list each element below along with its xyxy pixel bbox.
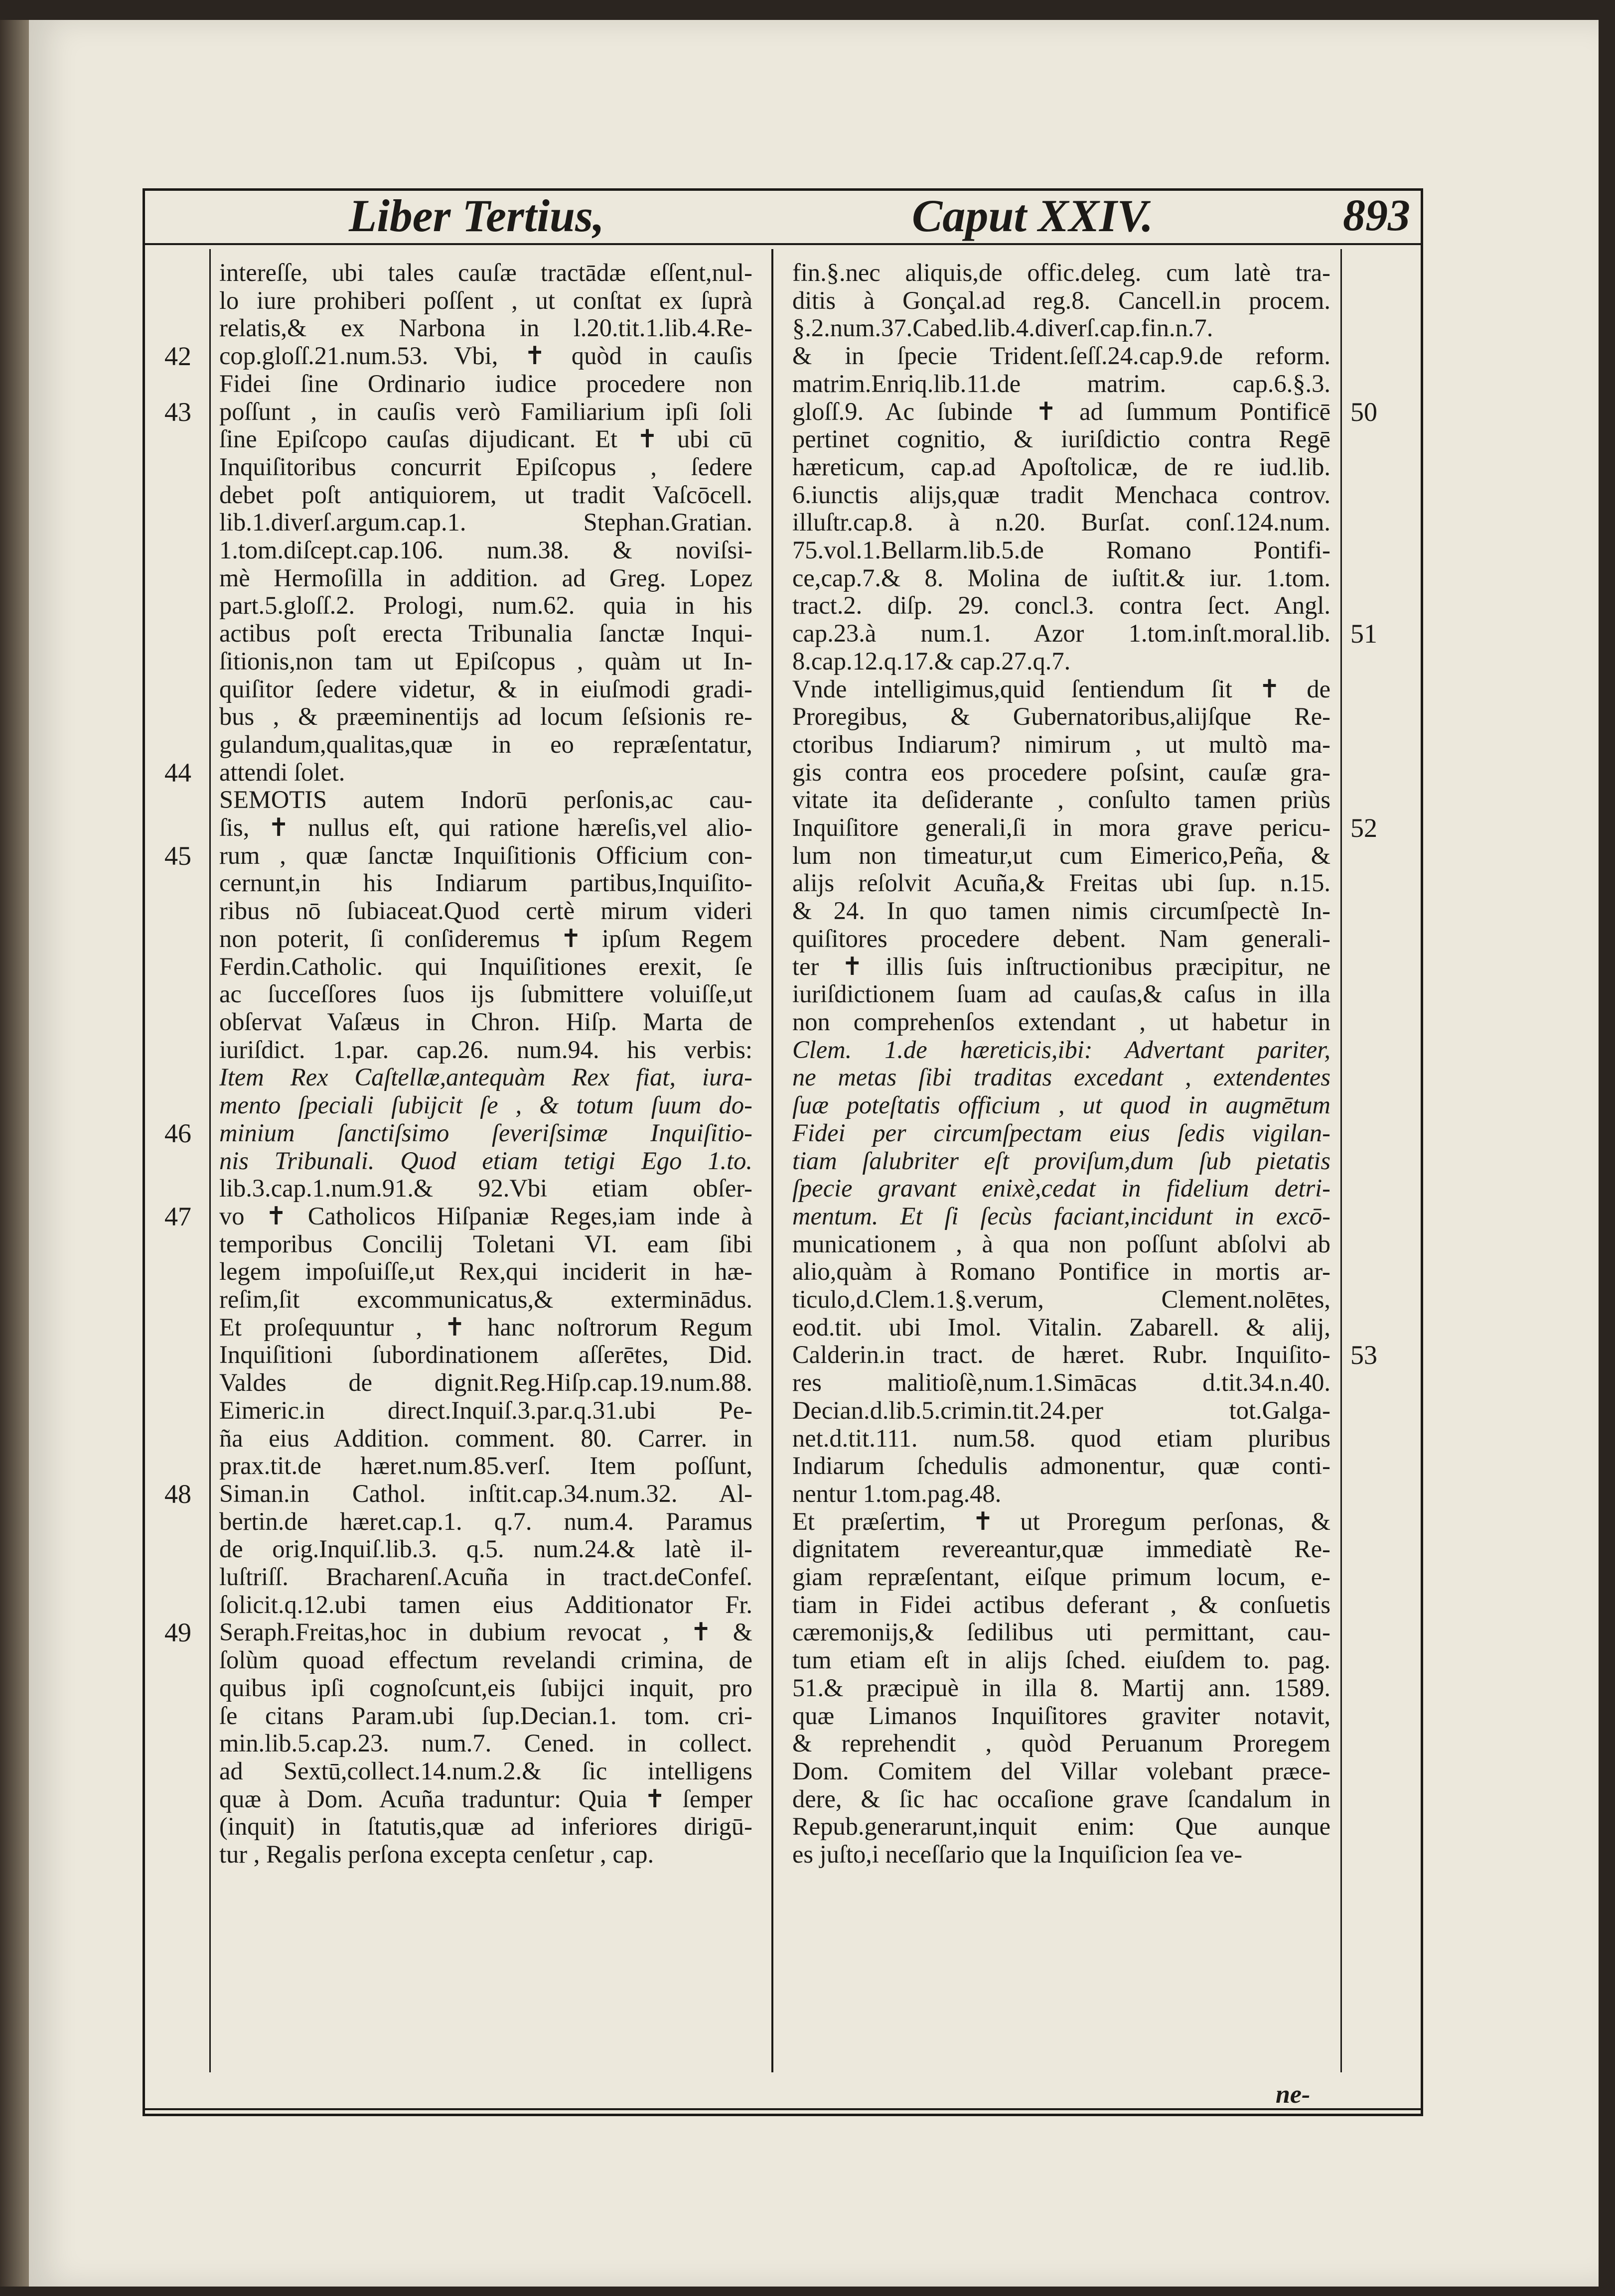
text-line: gis contra eos procedere poſsint, cauſæ gra- bbox=[792, 758, 1330, 786]
text-line: alijs reſolvit Acuña,& Freitas ubi ſup. n.15. bbox=[792, 869, 1330, 897]
text-line: Vnde intelligimus,quid ſentiendum ſit ✝ de bbox=[792, 675, 1330, 703]
text-line: ſuæ poteſtatis officium , ut quod in augmētum bbox=[792, 1091, 1330, 1119]
text-line: vo ✝ Catholicos Hiſpaniæ Reges,iam inde à bbox=[219, 1202, 752, 1230]
text-line: cop.gloſſ.21.num.53. Vbi, ✝ quòd in cauſis bbox=[219, 342, 752, 370]
text-line: 6.iunctis alijs,quæ tradit Menchaca controv. bbox=[792, 481, 1330, 509]
text-line: 75.vol.1.Bellarm.lib.5.de Romano Pontifi- bbox=[792, 537, 1330, 564]
text-line: iuriſdict. 1.par. cap.26. num.94. his verbis: bbox=[219, 1036, 752, 1064]
margin-number-left: 43 bbox=[164, 397, 191, 427]
text-line: (inquit) in ſtatutis,quæ ad inferiores dirigū- bbox=[219, 1813, 752, 1841]
text-line: illuſtr.cap.8. à n.20. Burſat. conſ.124.num. bbox=[792, 509, 1330, 537]
margin-number-left: 42 bbox=[164, 341, 191, 372]
text-line: §.2.num.37.Cabed.lib.4.diverſ.cap.fin.n.7. bbox=[792, 314, 1213, 342]
text-line: hæreticum, cap.ad Apoſtolicæ, de re iud.lib. bbox=[792, 453, 1330, 481]
margin-number-right: 51 bbox=[1350, 619, 1377, 649]
text-line: Inquiſitioni ſubordinationem aſſerētes, Did. bbox=[219, 1341, 752, 1369]
text-line: iuriſdictionem ſuam ad cauſas,& caſus in illa bbox=[792, 980, 1330, 1008]
text-line: Dom. Comitem del Villar volebant præce- bbox=[792, 1757, 1330, 1785]
text-line: tiam ſalubriter eſt proviſum,dum ſub pietatis bbox=[792, 1147, 1330, 1175]
text-line: Eimeric.in direct.Inquiſ.3.par.q.31.ubi Pe- bbox=[219, 1396, 752, 1424]
header-rule bbox=[143, 243, 1423, 245]
text-line: tum etiam eſt in alijs ſched. eiuſdem to. pag. bbox=[792, 1646, 1330, 1674]
text-line: tur , Regalis perſona excepta cenſetur , cap. bbox=[219, 1841, 654, 1869]
book-spine bbox=[0, 20, 30, 2287]
margin-number-left: 45 bbox=[164, 840, 191, 871]
text-line: actibus poſt erecta Tribunalia ſanctæ Inqui- bbox=[219, 620, 752, 648]
margin-number-left: 48 bbox=[164, 1479, 191, 1509]
column-divider bbox=[771, 249, 773, 2072]
text-line: ſine Epiſcopo cauſas dijudicant. Et ✝ ubi cū bbox=[219, 425, 752, 453]
text-line: relatis,& ex Narbona in l.20.tit.1.lib.4.Re- bbox=[219, 314, 752, 342]
text-line: Inquiſitore generali,ſi in mora grave pericu- bbox=[792, 814, 1330, 842]
margin-number-right: 50 bbox=[1350, 397, 1377, 427]
text-line: ce,cap.7.& 8. Molina de iuſtit.& iur. 1.tom. bbox=[792, 564, 1330, 592]
text-line: cap.23.à num.1. Azor 1.tom.inſt.moral.lib. bbox=[792, 620, 1330, 648]
text-line: eod.tit. ubi Imol. Vitalin. Zabarell. & alij, bbox=[792, 1313, 1330, 1341]
text-line: ne metas ſibi traditas excedant , extendentes bbox=[792, 1064, 1330, 1091]
text-line: lo iure prohiberi poſſent , ut conſtat ex ſuprà bbox=[219, 286, 752, 314]
text-line: quiſitores procedere debent. Nam generali- bbox=[792, 925, 1330, 952]
text-line: prax.tit.de hæret.num.85.verſ. Item poſſunt, bbox=[219, 1452, 752, 1480]
text-line: mè Hermoſilla in addition. ad Greg. Lopez bbox=[219, 564, 752, 592]
text-line: poſſunt , in cauſis verò Familiarium ipſi ſoli bbox=[219, 398, 752, 425]
text-line: matrim.Enriq.lib.11.de matrim. cap.6.§.3. bbox=[792, 370, 1330, 398]
margin-number-left: 44 bbox=[164, 757, 191, 788]
text-line: nis Tribunali. Quod etiam tetigi Ego 1.to. bbox=[219, 1147, 752, 1175]
text-line: attendi ſolet. bbox=[219, 758, 345, 786]
text-line: quiſitor ſedere videtur, & in eiuſmodi gradi- bbox=[219, 675, 752, 703]
text-line: quibus ipſi cognoſcunt,eis ſubijci inquit, pro bbox=[219, 1674, 752, 1702]
text-line: pertinet cognitio, & iuriſdictio contra Regē bbox=[792, 425, 1330, 453]
bottom-rule bbox=[143, 2108, 1423, 2110]
text-line: Clem. 1.de hæreticis,ibi: Advertant pariter, bbox=[792, 1036, 1330, 1064]
text-line: min.lib.5.cap.23. num.7. Cened. in collect. bbox=[219, 1730, 752, 1757]
text-line: Item Rex Caſtellæ,antequàm Rex fiat, iura- bbox=[219, 1064, 752, 1091]
text-line: fin.§.nec aliquis,de offic.deleg. cum latè tra- bbox=[792, 259, 1330, 286]
text-line: & 24. In quo tamen nimis circumſpectè In- bbox=[792, 897, 1330, 925]
text-line: Decian.d.lib.5.crimin.tit.24.per tot.Galga- bbox=[792, 1396, 1330, 1424]
text-line: quæ Limanos Inquiſitores graviter notavit, bbox=[792, 1702, 1330, 1730]
text-line: ſolicit.q.12.ubi tamen eius Additionator Fr. bbox=[219, 1591, 752, 1619]
text-line: debet poſt antiquiorem, ut tradit Vaſcōcell. bbox=[219, 481, 752, 509]
text-line: & in ſpecie Trident.ſeſſ.24.cap.9.de reform. bbox=[792, 342, 1330, 370]
text-line: gulandum,qualitas,quæ in eo repræſentatur, bbox=[219, 730, 752, 758]
margin-number-right: 52 bbox=[1350, 813, 1377, 843]
left-margin-rule bbox=[209, 249, 211, 2072]
text-line: lum non timeatur,ut cum Eimerico,Peña, & bbox=[792, 841, 1330, 869]
text-line: ter ✝ illis ſuis inſtructionibus præcipitur, ne bbox=[792, 952, 1330, 980]
text-line: 8.cap.12.q.17.& cap.27.q.7. bbox=[792, 647, 1071, 675]
text-line: Fidei per circumſpectam eius ſedis vigilan- bbox=[792, 1119, 1330, 1147]
running-head-chapter: Caput XXIV. bbox=[912, 190, 1154, 241]
left-text-column bbox=[219, 259, 752, 1869]
text-line: mentum. Et ſi ſecùs faciant,incidunt in excō- bbox=[792, 1202, 1330, 1230]
text-line: dere, & ſic hac occaſione grave ſcandalum in bbox=[792, 1785, 1330, 1813]
text-line: nentur 1.tom.pag.48. bbox=[792, 1480, 1002, 1507]
text-line: Et præſertim, ✝ ut Proregum perſonas, & bbox=[792, 1507, 1330, 1535]
text-line: luſtriſſ. Bracharenſ.Acuña in tract.deConfeſ. bbox=[219, 1563, 752, 1591]
text-line: tract.2. diſp. 29. concl.3. contra ſect. Angl. bbox=[792, 592, 1330, 620]
text-line: non poterit, ſi conſideremus ✝ ipſum Regem bbox=[219, 925, 752, 952]
text-line: Et proſequuntur , ✝ hanc noſtrorum Regum bbox=[219, 1313, 752, 1341]
text-line: ſitionis,non tam ut Epiſcopus , quàm ut In- bbox=[219, 647, 752, 675]
text-line: de orig.Inquiſ.lib.3. q.5. num.24.& latè il- bbox=[219, 1535, 752, 1563]
text-line: bus , & præeminentijs ad locum ſeſsionis re- bbox=[219, 703, 752, 731]
text-line: ſpecie gravant enixè,cedat in fidelium detri- bbox=[792, 1175, 1330, 1203]
margin-number-left: 47 bbox=[164, 1201, 191, 1231]
text-line: cæremonijs,& ſedilibus uti permittant, cau- bbox=[792, 1619, 1330, 1646]
margin-number-left: 49 bbox=[164, 1618, 191, 1648]
text-line: Seraph.Freitas,hoc in dubium revocat , ✝ & bbox=[219, 1619, 752, 1646]
text-line: Repub.generarunt,inquit enim: Que aunque bbox=[792, 1813, 1330, 1841]
text-line: Calderin.in tract. de hæret. Rubr. Inquiſito- bbox=[792, 1341, 1330, 1369]
text-line: bertin.de hæret.cap.1. q.7. num.4. Paramus bbox=[219, 1507, 752, 1535]
text-line: & reprehendit , quòd Peruanum Proregem bbox=[792, 1730, 1330, 1757]
margin-number-right: 53 bbox=[1350, 1340, 1377, 1370]
text-line: ſolùm quoad effectum revelandi crimina, de bbox=[219, 1646, 752, 1674]
text-line: tiam in Fidei actibus deferant , & conſuetis bbox=[792, 1591, 1330, 1619]
text-line: ticulo,d.Clem.1.§.verum, Clement.nolētes, bbox=[792, 1286, 1330, 1314]
text-line: gloſſ.9. Ac ſubinde ✝ ad ſummum Pontificē bbox=[792, 398, 1330, 425]
right-text-column bbox=[792, 259, 1330, 1869]
text-line: Valdes de dignit.Reg.Hiſp.cap.19.num.88. bbox=[219, 1369, 752, 1397]
text-line: res malitioſè,num.1.Simācas d.tit.34.n.40. bbox=[792, 1369, 1330, 1397]
text-line: Inquiſitoribus concurrit Epiſcopus , ſedere bbox=[219, 453, 752, 481]
right-margin-rule bbox=[1340, 249, 1342, 2072]
text-line: SEMOTIS autem Indorū perſonis,ac cau- bbox=[219, 786, 752, 814]
text-line: lib.1.diverſ.argum.cap.1. Stephan.Gratian. bbox=[219, 509, 752, 537]
text-line: giam repræſentant, eiſque primum locum, e- bbox=[792, 1563, 1330, 1591]
text-line: reſim,ſit excommunicatus,& exterminādus. bbox=[219, 1286, 752, 1314]
text-line: minium ſanctiſsimo ſeveriſsimæ Inquiſitio- bbox=[219, 1119, 752, 1147]
text-line: temporibus Concilij Toletani VI. eam ſibi bbox=[219, 1230, 752, 1258]
text-line: quæ à Dom. Acuña traduntur: Quia ✝ ſemper bbox=[219, 1785, 752, 1813]
text-line: Fidei ſine Ordinario iudice procedere non bbox=[219, 370, 752, 398]
text-line: lib.3.cap.1.num.91.& 92.Vbi etiam obſer- bbox=[219, 1175, 752, 1203]
text-line: rum , quæ ſanctæ Inquiſitionis Officium con- bbox=[219, 841, 752, 869]
text-line: 1.tom.diſcept.cap.106. num.38. & noviſsi- bbox=[219, 537, 752, 564]
text-line: 51.& præcipuè in illa 8. Martij ann. 1589. bbox=[792, 1674, 1330, 1702]
text-line: ac ſucceſſores ſuos ijs ſubmittere voluiſſe,ut bbox=[219, 980, 752, 1008]
text-line: ad Sextū,collect.14.num.2.& ſic intelligens bbox=[219, 1757, 752, 1785]
text-line: ribus nō ſubiaceat.Quod certè mirum videri bbox=[219, 897, 752, 925]
running-head-book: Liber Tertius, bbox=[349, 190, 604, 241]
text-line: Proregibus, & Gubernatoribus,alijſque Re- bbox=[792, 703, 1330, 731]
text-line: ditis à Gonçal.ad reg.8. Cancell.in procem. bbox=[792, 286, 1330, 314]
catchword: ne- bbox=[1276, 2080, 1311, 2109]
text-line: Ferdin.Catholic. qui Inquiſitiones erexit, ſe bbox=[219, 952, 752, 980]
text-line: ctoribus Indiarum? nimirum , ut multò ma- bbox=[792, 730, 1330, 758]
text-line: ſe citans Param.ubi ſup.Decian.1. tom. cri- bbox=[219, 1702, 752, 1730]
text-line: obſervat Vaſæus in Chron. Hiſp. Marta de bbox=[219, 1008, 752, 1036]
text-line: ſis, ✝ nullus eſt, qui ratione hæreſis,vel alio- bbox=[219, 814, 752, 842]
text-line: dignitatem revereantur,quæ immediatè Re- bbox=[792, 1535, 1330, 1563]
text-line: ña eius Addition. comment. 80. Carrer. in bbox=[219, 1424, 752, 1452]
text-line: legem impoſuiſſe,ut Rex,qui inciderit in hæ- bbox=[219, 1258, 752, 1286]
text-line: es juſto,i neceſſario que la Inquiſicion ſea ve- bbox=[792, 1841, 1243, 1869]
text-line: part.5.gloſſ.2. Prologi, num.62. quia in his bbox=[219, 592, 752, 620]
margin-number-left: 46 bbox=[164, 1118, 191, 1148]
text-line: non comprehenſos extendant , ut habetur in bbox=[792, 1008, 1330, 1036]
text-line: cernunt,in his Indiarum partibus,Inquiſito- bbox=[219, 869, 752, 897]
text-line: alio,quàm à Romano Pontifice in mortis ar- bbox=[792, 1258, 1330, 1286]
text-line: vitate ita deſiderante , conſulto tamen priùs bbox=[792, 786, 1330, 814]
page-number: 893 bbox=[1343, 191, 1410, 240]
text-line: Indiarum ſchedulis admonentur, quæ conti- bbox=[792, 1452, 1330, 1480]
text-line: intereſſe, ubi tales cauſæ tractādæ eſſent,nul- bbox=[219, 259, 752, 286]
text-line: Siman.in Cathol. inſtit.cap.34.num.32. Al- bbox=[219, 1480, 752, 1507]
text-line: net.d.tit.111. num.58. quod etiam pluribus bbox=[792, 1424, 1330, 1452]
text-line: mento ſpeciali ſubijcit ſe , & totum ſuum do- bbox=[219, 1091, 752, 1119]
text-line: municationem , à qua non poſſunt abſolvi ab bbox=[792, 1230, 1330, 1258]
